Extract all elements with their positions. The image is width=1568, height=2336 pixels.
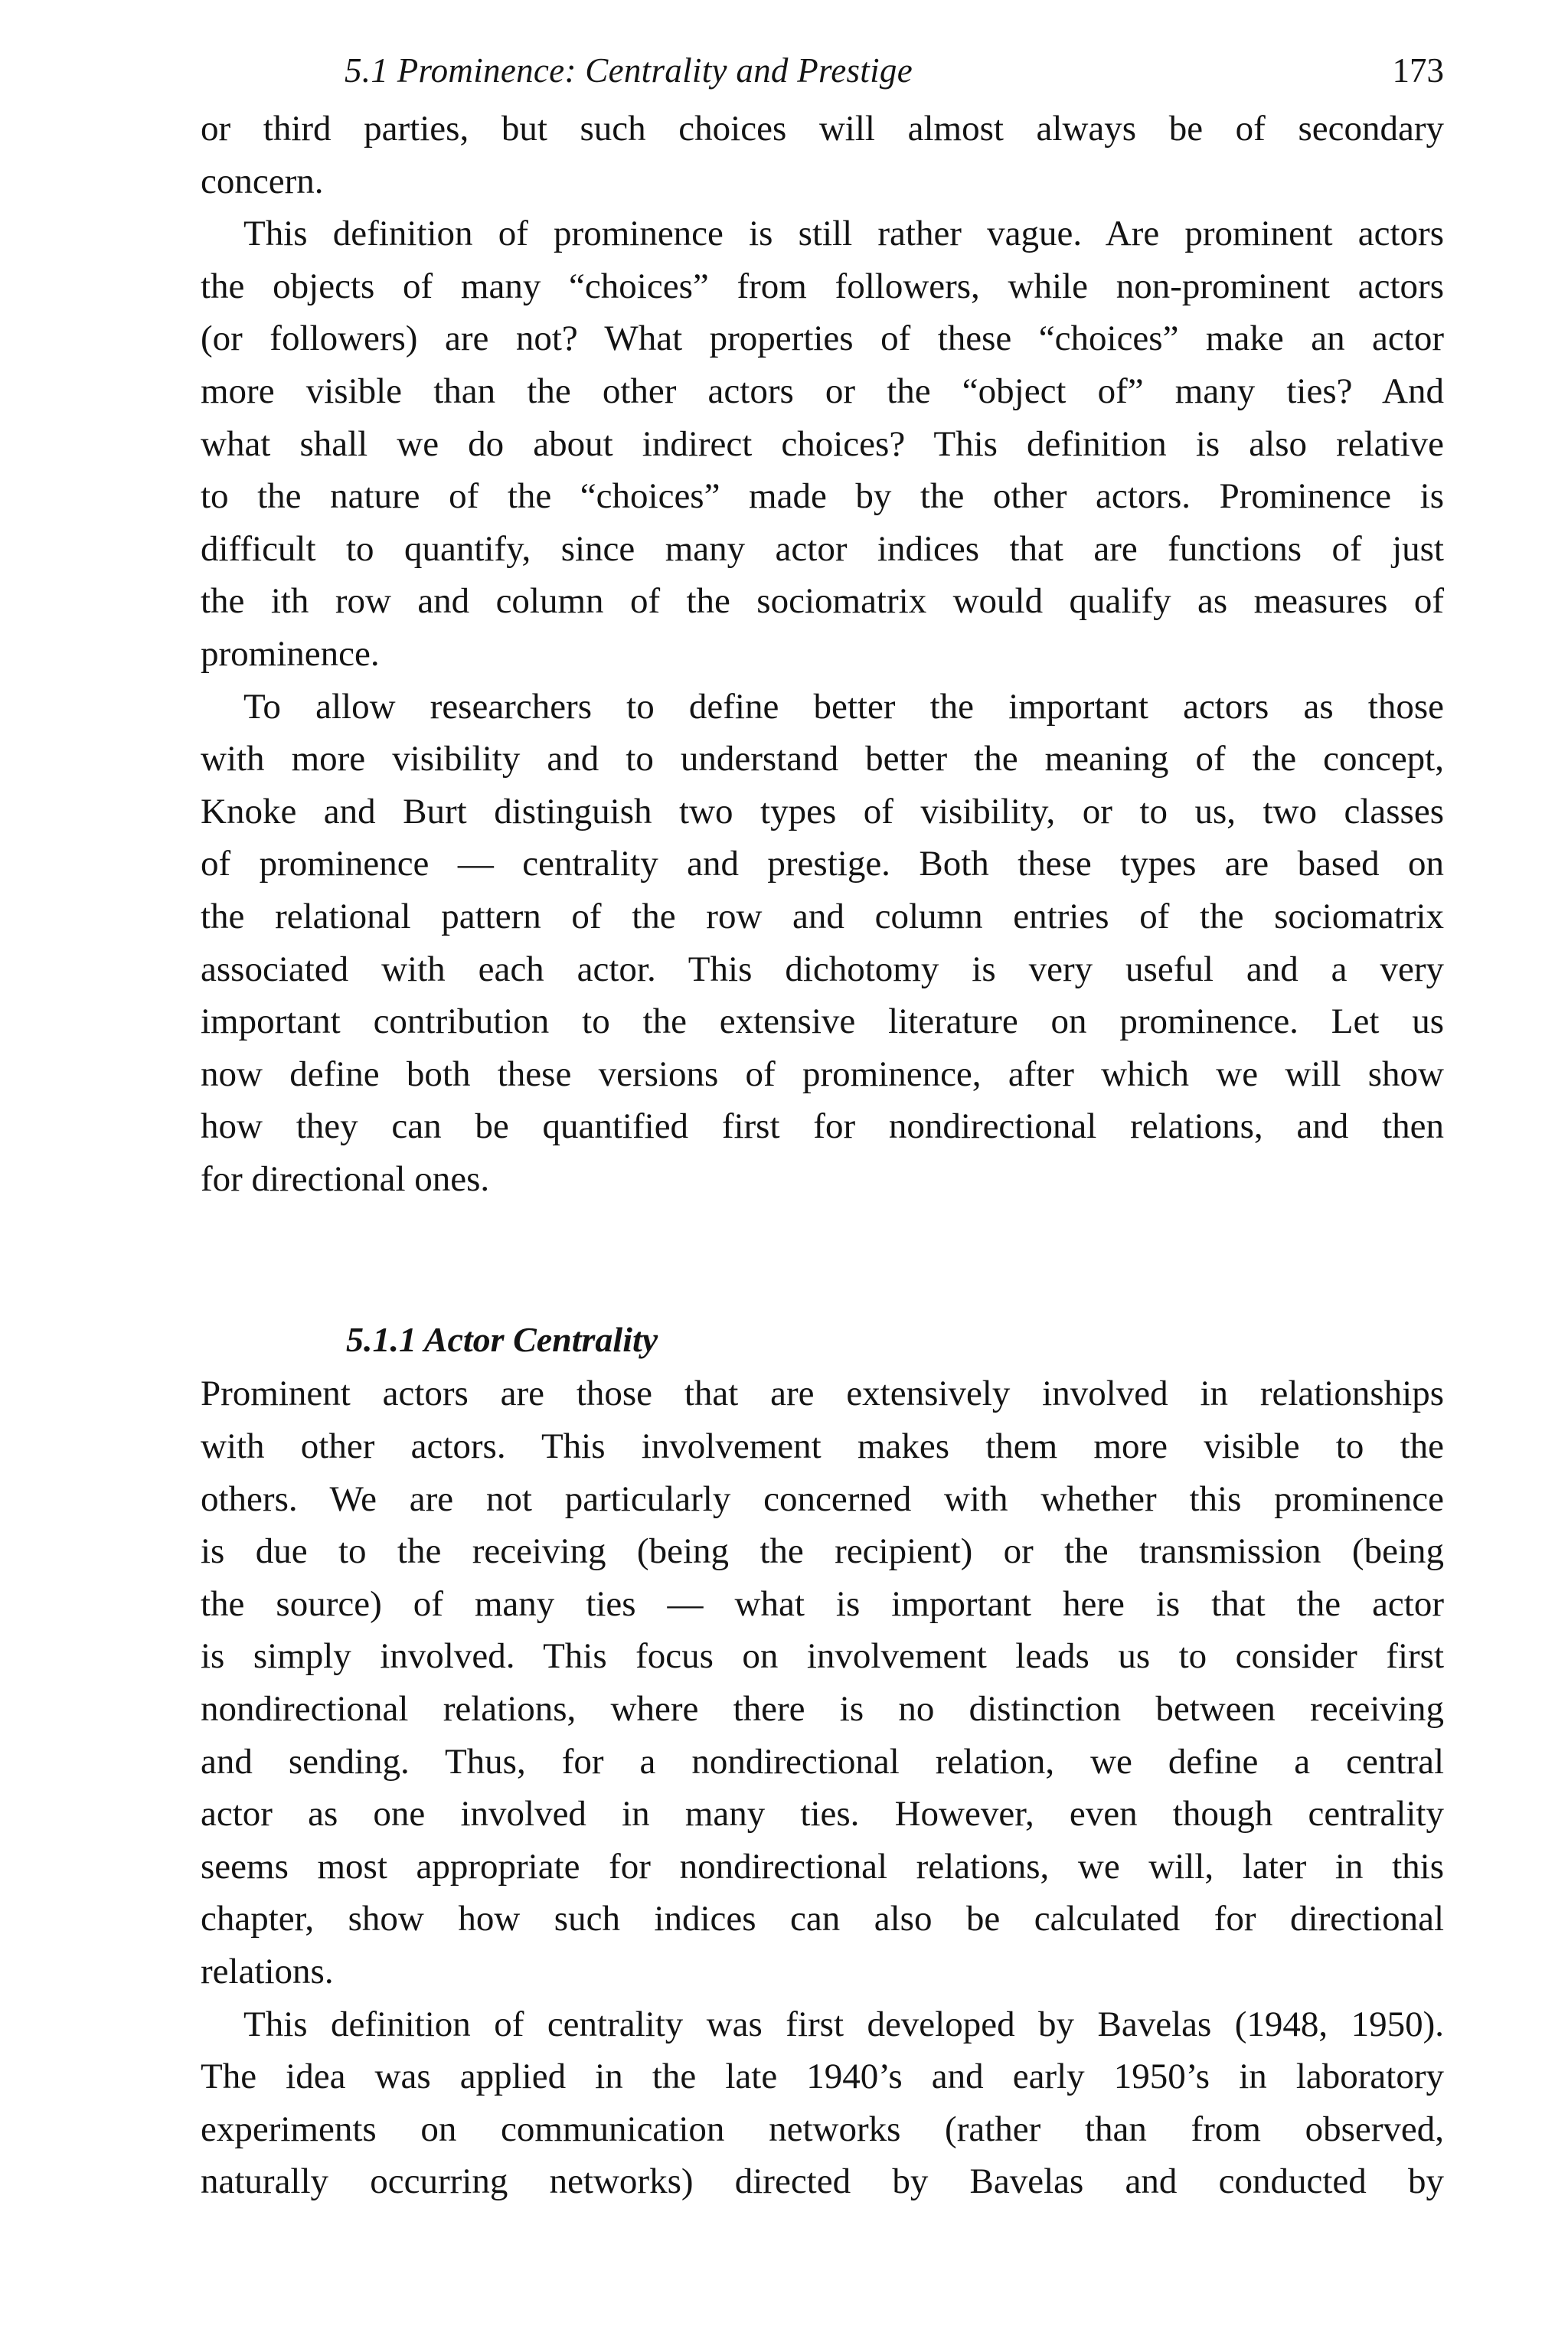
text-line: important contribution to the extensive literature on prominence. Let us <box>201 1001 1444 1042</box>
text-line: is due to the receiving (being the recipient) or the transmission (being <box>201 1531 1444 1572</box>
text-line: or third parties, but such choices will almost always be of secondary <box>201 109 1444 149</box>
paragraph-continuation <box>201 103 1444 207</box>
text-line: with more visibility and to understand better the meaning of the concept, <box>201 739 1444 779</box>
text-line: and sending. Thus, for a nondirectional relation, we define a central <box>201 1741 1444 1782</box>
text-line: (or followers) are not? What properties of these “choices” make an actor <box>201 319 1444 359</box>
text-line: the objects of many “choices” from followers, while non-prominent actors <box>201 266 1444 306</box>
text-line: the relational pattern of the row and column entries of the sociomatrix <box>201 896 1444 936</box>
text-line: chapter, show how such indices can also be calculated for directional <box>201 1899 1444 1939</box>
text-line: naturally occurring networks) directed by Bavelas and conducted by <box>201 2161 1444 2202</box>
text-line: prominence. <box>201 633 380 674</box>
text-line: is simply involved. This focus on involvement leads us to consider first <box>201 1636 1444 1677</box>
book-page <box>201 49 1444 2208</box>
text-line: others. We are not particularly concerned with whether this prominence <box>201 1478 1444 1519</box>
text-line: experiments on communication networks (rather than from observed, <box>201 2109 1444 2149</box>
text-line: This definition of prominence is still rather vague. Are prominent actors <box>243 214 1444 254</box>
text-line: now define both these versions of prominence, after which we will show <box>201 1054 1444 1094</box>
text-line: This definition of centrality was first developed by Bavelas (1948, 1950). <box>243 2004 1444 2044</box>
paragraph-bavelas <box>201 1998 1444 2208</box>
paragraph-prominence-definition <box>201 207 1444 680</box>
text-line: To allow researchers to define better the important actors as those <box>243 686 1444 727</box>
text-line: more visible than the other actors or the “object of” many ties? And <box>201 371 1444 411</box>
paragraph-knoke-burt <box>201 681 1444 1206</box>
text-line: Knoke and Burt distinguish two types of visibility, or to us, two classes <box>201 791 1444 831</box>
running-title: 5.1 Prominence: Centrality and Prestige <box>345 51 913 90</box>
text-line: the source) of many ties — what is important here is that the actor <box>201 1583 1444 1624</box>
text-line: Prominent actors are those that are extensively involved in relationships <box>201 1374 1444 1414</box>
text-line: difficult to quantify, since many actor indices that are functions of just <box>201 528 1444 569</box>
text-line: of prominence — centrality and prestige. Both these types are based on <box>201 844 1444 884</box>
text-line: relations. <box>201 1952 334 1991</box>
section-heading: 5.1.1 Actor Centrality <box>346 1320 658 1360</box>
text-line: nondirectional relations, where there is no distinction between receiving <box>201 1689 1444 1730</box>
text-line: The idea was applied in the late 1940’s and early 1950’s in laboratory <box>201 2057 1444 2097</box>
running-head <box>201 49 1444 103</box>
text-line: for directional ones. <box>201 1158 490 1199</box>
text-line: associated with each actor. This dichotomy is very useful and a very <box>201 949 1444 989</box>
text-line: the ith row and column of the sociomatrix would qualify as measures of <box>201 581 1444 622</box>
text-line: with other actors. This involvement makes them more visible to the <box>201 1426 1444 1467</box>
text-line: actor as one involved in many ties. However, even though centrality <box>201 1794 1444 1834</box>
section-spacer <box>201 1205 1444 1312</box>
paragraph-actor-centrality <box>201 1367 1444 1998</box>
text-line: concern. <box>201 161 324 201</box>
text-line: how they can be quantified first for nondirectional relations, and then <box>201 1106 1444 1147</box>
text-line: seems most appropriate for nondirectional relations, we will, later in this <box>201 1846 1444 1887</box>
text-line: to the nature of the “choices” made by the other actors. Prominence is <box>201 476 1444 517</box>
page-number: 173 <box>1392 51 1444 90</box>
text-line: what shall we do about indirect choices? This definition is also relative <box>201 423 1444 464</box>
